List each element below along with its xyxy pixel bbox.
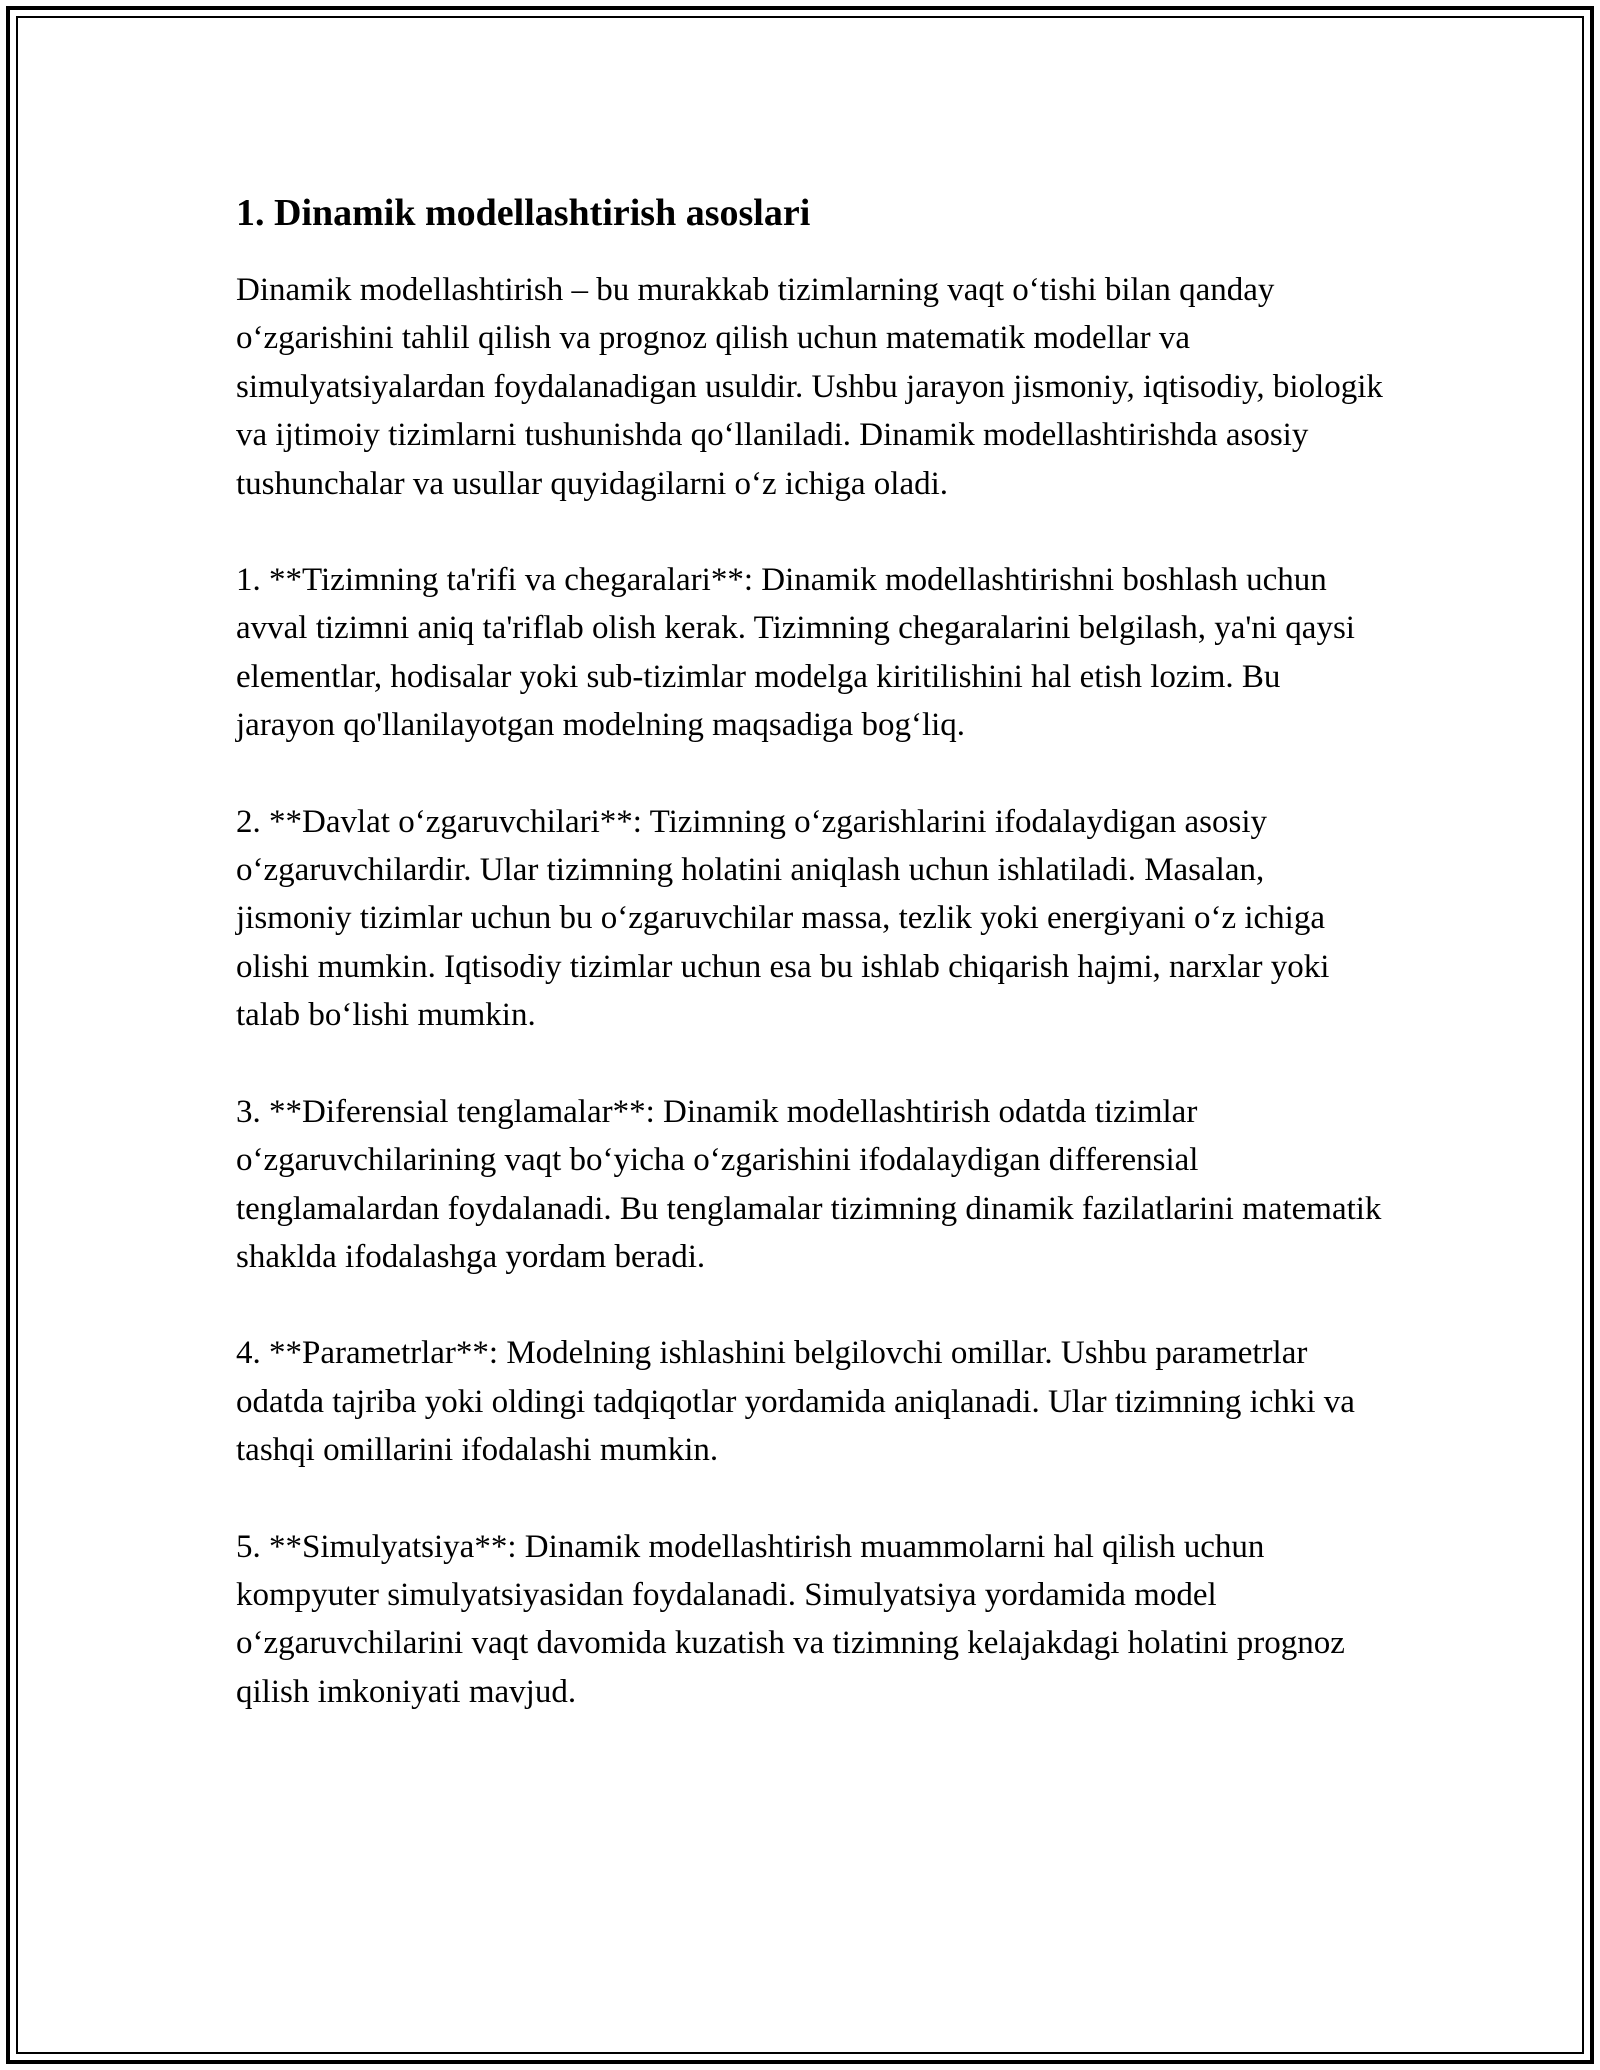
paragraph-differential-equations: 3. **Diferensial tenglamalar**: Dinamik modellashtirish odatda tizimlar o‘zgaruvchilarining vaqt bo‘yicha o‘zgarishini ifodalaydigan differensial tenglamalardan foydalanadi. Bu tenglamalar tizimning dinamik fazilatlarini matematik shaklda ifodalashga yordam beradi. bbox=[236, 1093, 1382, 1275]
intro-paragraph: Dinamik modellashtirish – bu murakkab tizimlarning vaqt o‘tishi bilan qanday o‘zgarishini tahlil qilish va prognoz qilish uchun matematik modellar va simulyatsiyalardan foydalanadigan usuldir. Ushbu jarayon jismoniy, iqtisodiy, biologik va ijtimoiy tizimlarni tushunishda qo‘llaniladi. Dinamik modellashtirishda asosiy tushunchalar va usullar quyidagilarni o‘z ichiga oladi. bbox=[236, 272, 1383, 502]
paragraph-state-variables: 2. **Davlat o‘zgaruvchilari**: Tizimning o‘zgarishlarini ifodalaydigan asosiy o‘zgaruvchilardir. Ular tizimning holatini aniqlash uchun ishlatiladi. Masalan, jismoniy tizimlar uchun bu o‘zgaruvchilar massa, tezlik yoki energiyani o‘z ichiga olishi mumkin. Iqtisodiy tizimlar uchun esa bu ishlab chiqarish hajmi, narxlar yoki talab bo‘lishi mumkin. bbox=[236, 803, 1330, 1034]
paragraph-parameters: 4. **Parametrlar**: Modelning ishlashini belgilovchi omillar. Ushbu parametrlar odatda tajriba yoki oldingi tadqiqotlar yordamida aniqlanadi. Ular tizimning ichki va tashqi omillarini ifodalashi mumkin. bbox=[236, 1335, 1355, 1469]
paragraph-simulation: 5. **Simulyatsiya**: Dinamik modellashtirish muammolarni hal qilish uchun kompyuter simulyatsiyasidan foydalanadi. Simulyatsiya yordamida model o‘zgaruvchilarini vaqt davomida kuzatish va tizimning kelajakdagi holatini prognoz qilish imkoniyati mavjud. bbox=[236, 1528, 1345, 1710]
document-body bbox=[236, 186, 1386, 1764]
document-title: 1. Dinamik modellashtirish asoslari bbox=[236, 192, 811, 234]
paragraph-system-definition: 1. **Tizimning ta'rifi va chegaralari**: Dinamik modellashtirishni boshlash uchun avval tizimni aniq ta'riflab olish kerak. Tizimning chegaralarini belgilash, ya'ni qaysi elementlar, hodisalar yoki sub-tizimlar modelga kiritilishini hal etish lozim. Bu jarayon qo'llanilayotgan modelning maqsadiga bog‘liq. bbox=[236, 562, 1355, 744]
